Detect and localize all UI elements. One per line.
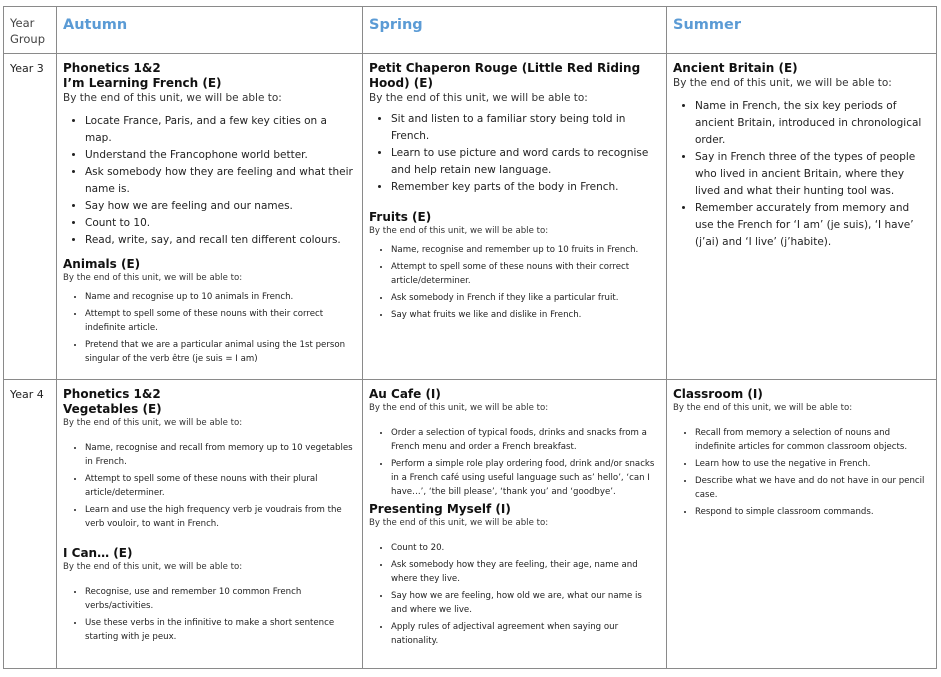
unit-intro: By the end of this unit, we will be able to: xyxy=(63,92,282,104)
list-item: • Remember key parts of the body in French. xyxy=(391,179,660,196)
list-item: • Ask somebody how they are feeling and what their name is. xyxy=(85,164,356,198)
list-item: • Attempt to spell some of these nouns with their correct indefinite article. xyxy=(85,307,356,335)
list-item: • Name in French, the six key periods of ancient Britain, introduced in chronological order. xyxy=(695,98,930,149)
list-item: • Remember accurately from memory and use the French for ‘I am’ (je suis), ‘I have’ (j’ai) and ‘I live’ (j’habite). xyxy=(695,200,930,251)
year-4-row xyxy=(4,380,937,669)
spring-header: Spring xyxy=(363,7,667,54)
objectives-list xyxy=(63,585,356,644)
list-item: • Say how we are feeling and our names. xyxy=(85,198,356,215)
unit-title: Classroom (I) xyxy=(673,387,763,401)
unit-intro: By the end of this unit, we will be able to: xyxy=(369,92,588,104)
list-item: • Locate France, Paris, and a few key cities on a map. xyxy=(85,113,356,147)
year-3-spring-cell xyxy=(363,54,667,380)
list-item: • Say in French three of the types of people who lived in ancient Britain, where they lived and what their hunting tool was. xyxy=(695,149,930,200)
objectives-list xyxy=(369,426,660,499)
list-item: • Recall from memory a selection of nouns and indefinite articles for common classroom objects. xyxy=(695,426,930,454)
list-item: • Recognise, use and remember 10 common French verbs/activities. xyxy=(85,585,356,613)
curriculum-table xyxy=(3,6,937,669)
unit-intro: By the end of this unit, we will be able to: xyxy=(369,403,549,413)
list-item: • Describe what we have and do not have in our pencil case. xyxy=(695,474,930,502)
objectives-list xyxy=(369,541,660,648)
unit-intro: By the end of this unit, we will be able to: xyxy=(369,226,549,236)
unit-intro: By the end of this unit, we will be able to: xyxy=(63,273,243,283)
year-3-row xyxy=(4,54,937,380)
unit-intro: By the end of this unit, we will be able to: xyxy=(673,403,853,413)
objectives-list xyxy=(63,441,356,531)
list-item: • Apply rules of adjectival agreement when saying our nationality. xyxy=(391,620,660,648)
list-item: • Ask somebody in French if they like a particular fruit. xyxy=(391,291,660,305)
unit-title: Au Cafe (I) xyxy=(369,387,441,401)
list-item: • Say how we are feeling, how old we are, what our name is and where we live. xyxy=(391,589,660,617)
list-item: • Count to 20. xyxy=(391,541,660,555)
unit-intro: By the end of this unit, we will be able to: xyxy=(369,518,549,528)
list-item: • Learn how to use the negative in French. xyxy=(695,457,930,471)
year-label: Year 4 xyxy=(4,380,57,669)
year-4-summer-cell xyxy=(667,380,937,669)
list-item: • Name, recognise and remember up to 10 fruits in French. xyxy=(391,243,660,257)
year-3-summer-cell xyxy=(667,54,937,380)
header-row xyxy=(4,7,937,54)
year-4-spring-cell xyxy=(363,380,667,669)
unit-title: Animals (E) xyxy=(63,257,141,271)
unit-title: Presenting Myself (I) xyxy=(369,502,511,516)
unit-title: Petit Chaperon Rouge (Little Red Riding Hood) (E) xyxy=(369,61,641,90)
list-item: • Use these verbs in the infinitive to make a short sentence starting with je peux. xyxy=(85,616,356,644)
unit-title: I Can… (E) xyxy=(63,546,133,560)
unit-title: Fruits (E) xyxy=(369,210,432,224)
list-item: • Pretend that we are a particular animal using the 1st person singular of the verb être (je suis = I am) xyxy=(85,338,356,366)
unit-intro: By the end of this unit, we will be able to: xyxy=(673,77,892,89)
unit-title: Phonetics 1&2 xyxy=(63,61,161,75)
year-label: Year 3 xyxy=(4,54,57,380)
list-item: • Attempt to spell some of these nouns with their plural article/determiner. xyxy=(85,472,356,500)
list-item: • Order a selection of typical foods, drinks and snacks from a French menu and order a French breakfast. xyxy=(391,426,660,454)
year-4-autumn-cell xyxy=(57,380,363,669)
objectives-list xyxy=(369,111,660,196)
list-item: • Ask somebody how they are feeling, their age, name and where they live. xyxy=(391,558,660,586)
objectives-list xyxy=(369,243,660,322)
list-item: • Say what fruits we like and dislike in French. xyxy=(391,308,660,322)
objectives-list xyxy=(63,113,356,249)
list-item: • Respond to simple classroom commands. xyxy=(695,505,930,519)
list-item: • Attempt to spell some of these nouns with their correct article/determiner. xyxy=(391,260,660,288)
year-group-header: Year Group xyxy=(4,7,57,54)
objectives-list xyxy=(63,290,356,366)
year-3-autumn-cell xyxy=(57,54,363,380)
unit-title: Ancient Britain (E) xyxy=(673,61,798,75)
list-item: • Learn to use picture and word cards to recognise and help retain new language. xyxy=(391,145,660,179)
list-item: • Understand the Francophone world better. xyxy=(85,147,356,164)
objectives-list xyxy=(673,426,930,519)
unit-intro: By the end of this unit, we will be able to: xyxy=(63,418,243,428)
unit-title: I’m Learning French (E) xyxy=(63,76,222,90)
list-item: • Learn and use the high frequency verb je voudrais from the verb vouloir, to want in French. xyxy=(85,503,356,531)
list-item: • Count to 10. xyxy=(85,215,356,232)
list-item: • Name, recognise and recall from memory up to 10 vegetables in French. xyxy=(85,441,356,469)
objectives-list xyxy=(673,98,930,251)
list-item: • Name and recognise up to 10 animals in French. xyxy=(85,290,356,304)
autumn-header: Autumn xyxy=(57,7,363,54)
unit-title: Vegetables (E) xyxy=(63,402,162,416)
summer-header: Summer xyxy=(667,7,937,54)
list-item: • Perform a simple role play ordering food, drink and/or snacks in a French café using useful language such as’ hello’, ‘can I have…’, ‘the bill please’, ‘thank you’ and ‘goodbye’. xyxy=(391,457,660,499)
list-item: • Sit and listen to a familiar story being told in French. xyxy=(391,111,660,145)
list-item: • Read, write, say, and recall ten different colours. xyxy=(85,232,356,249)
unit-intro: By the end of this unit, we will be able to: xyxy=(63,562,243,572)
unit-title: Phonetics 1&2 xyxy=(63,387,161,401)
